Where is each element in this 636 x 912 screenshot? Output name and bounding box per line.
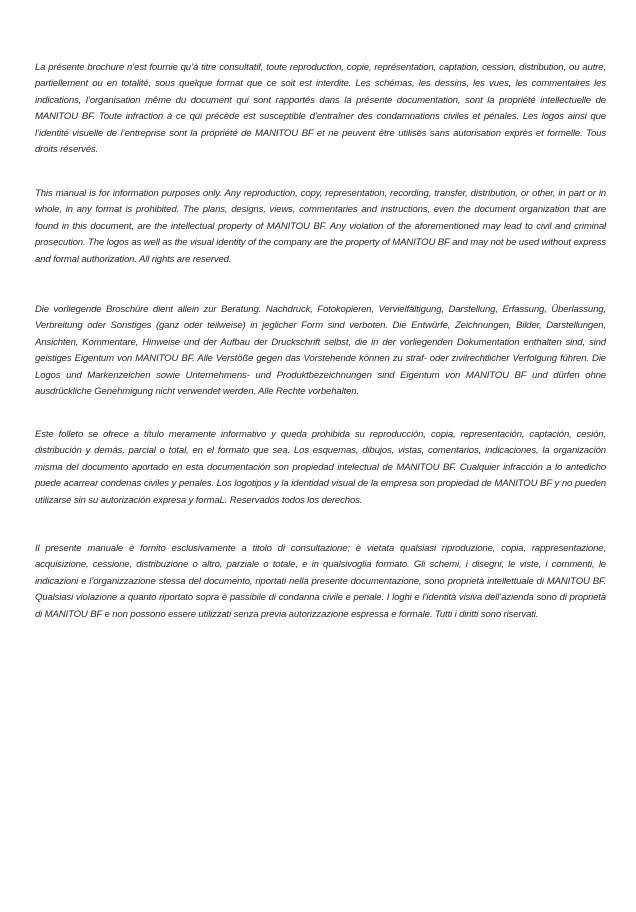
copyright-notice-spanish: Este folleto se ofrece a título meramente informativo y queda prohibida su reproducción, copia, representación, captación, cesión, distribución y demás, parcial o total, en el formato que sea. Los esquemas, dibujos, vistas, comentarios, indicaciones, la organización misma del documento aportado en esta documentación son propiedad intelectual de MANITOU BF. Cualquier infracción a lo antedicho puede acarrear condenas civiles y penales. Los logotipos y la identidad visual de la empresa son propiedad de MANITOU BF y no pueden utilizarse sin su autorización expresa y formaL. Reservados todos los derechos. [35,429,606,506]
copyright-notice-italian: Il presente manuale è fornito esclusivamente a titolo di consultazione; è vietata qualsiasi riproduzione, copia, rappresentazione, acquisizione, cessione, distribuzione o altro, parziale o totale, e in qualsivoglia formato. Gli schemi, i disegni, le viste, i commenti, le indicazioni e l’organizzazione stessa del documento, riportati nella presente documentazione, sono proprietà intellettuale di MANITOU BF. Qualsiasi violazione a quanto riportato sopra è passibile di condanna civile e penale. I loghi e l’identità visiva dell’azienda sono di proprietà di MANITOU BF e non possono essere utilizzati senza previa autorizzazione espressa e formale. Tutti i diritti sono riservati. [35,543,606,620]
copyright-notice-english: This manual is for information purposes only. Any reproduction, copy, representation, recording, transfer, distribution, or other, in part or in whole, in any format is prohibited. The plans, designs, views, commentaries and instructions, even the document organization that are found in this document, are the intellectual property of MANITOU BF. Any violation of the aforementioned may lead to civil and criminal prosecution. The logos as well as the visual identity of the company are the property of MANITOU BF and may not be used without express and formal authorization. All rights are reserved. [35,188,606,265]
copyright-notice-french: La présente brochure n’est fournie qu’à titre consultatif, toute reproduction, copie, représentation, captation, cession, distribution, ou autre, partiellement ou en totalité, sous quelque format que ce soit est interdite. Les schémas, les dessins, les vues, les commentaires les indications, l’organisation même du document qui sont rapportés dans la présente documentation, sont la propriété intellectuelle de MANITOU BF. Toute infraction à ce qui précède est susceptible d’entraîner des condamnations civiles et pénales. Les logos ainsi que l’identité visuelle de l’entreprise sont la propriété de MANITOU BF et ne peuvent être utilisés sans autorisation exprès et formelle. Tous droits réservés. [35,62,606,156]
copyright-notice-german: Die vorliegende Broschüre dient allein zur Beratung. Nachdruck, Fotokopieren, Vervielfältigung, Darstellung, Erfassung, Überlassung, Verbreitung oder Sonstiges (ganz oder teilweise) in jeglicher Form sind verboten. Die Entwürfe, Zeichnungen, Bilder, Darstellungen, Ansichten, Kommentare, Hinweise und der Aufbau der Druckschrift selbst, die in der vorliegenden Dokumentation enthalten sind, sind geistiges Eigentum von MANITOU BF. Alle Verstöße gegen das Vorstehende können zu straf- oder zivilrechtlicher Verfolgung führen. Die Logos und Markenzeichen sowie Unternehmens- und Produktbezeichnungen sind Eigentum von MANITOU BF und dürfen ohne ausdrückliche Genehmigung nicht verwendet werden. Alle Rechte vorbehalten. [35,304,606,398]
